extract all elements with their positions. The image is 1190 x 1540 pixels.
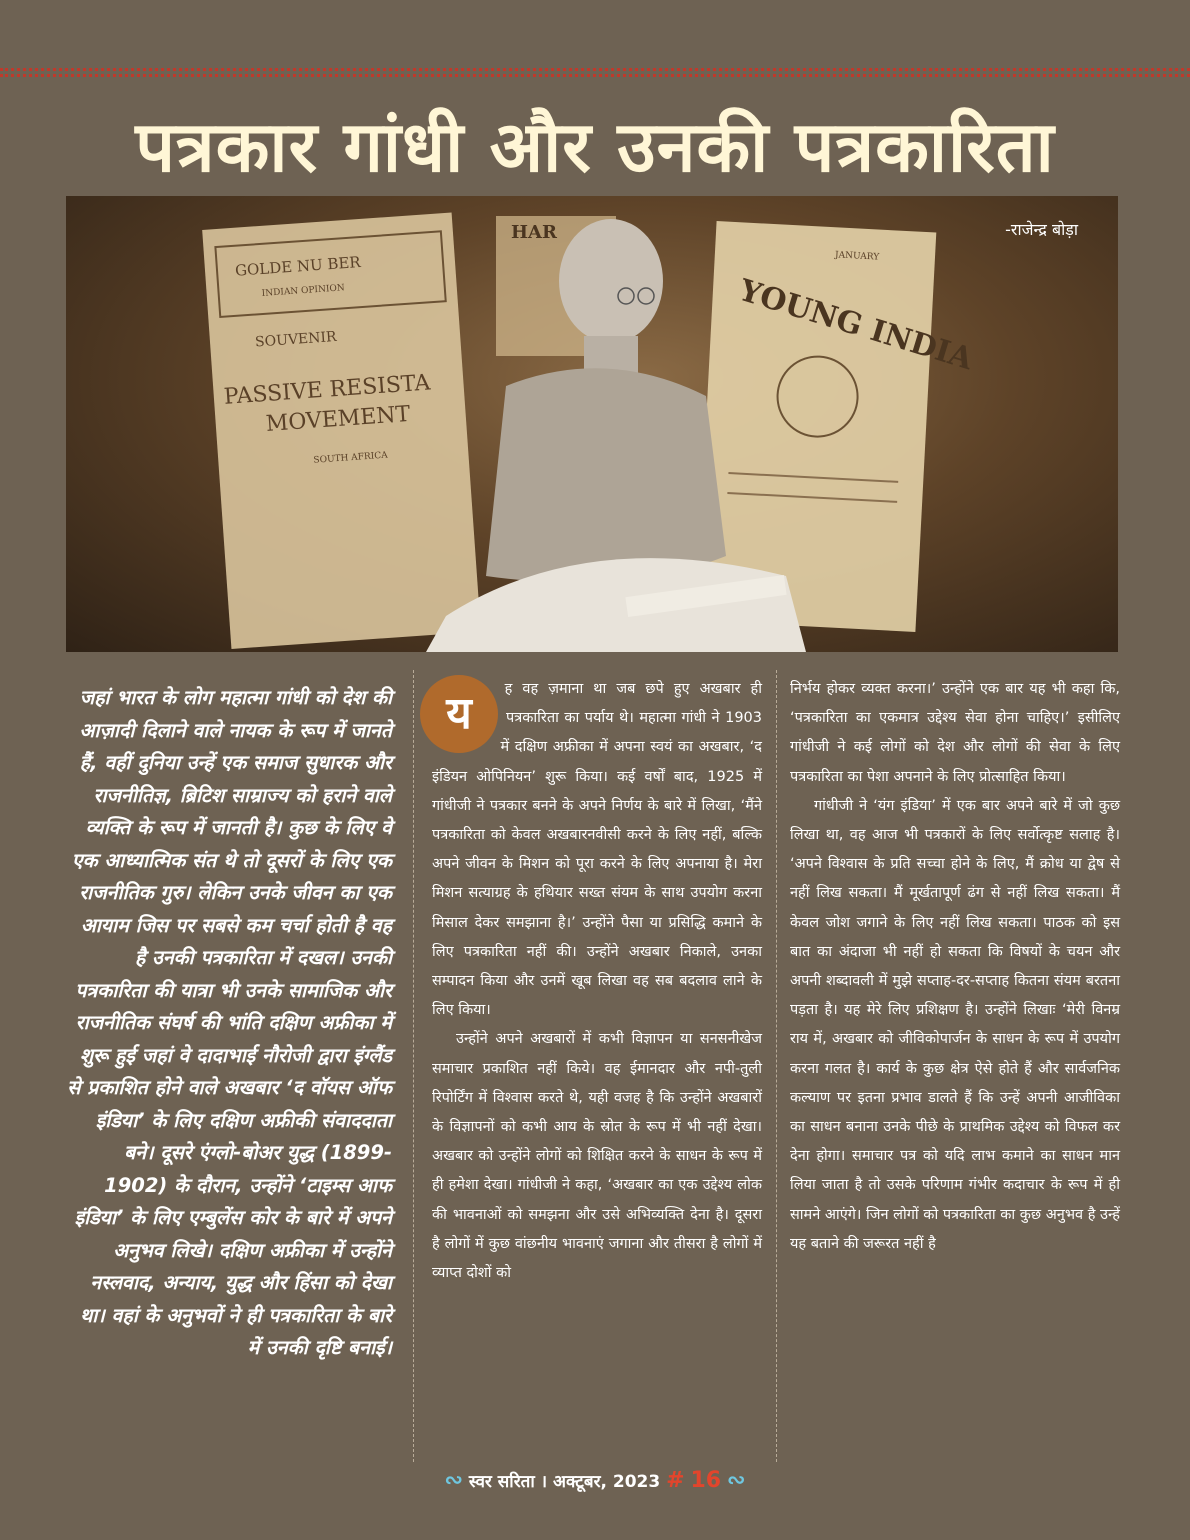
column-3-paragraph-1: निर्भय होकर व्यक्त करना।’ उन्होंने एक बार यह भी कहा कि, ‘पत्रकारिता का एकमात्र उद्देश्य सेवा होना चाहिए।’ इसीलिए गांधीजी ने कई लोगों को देश और लोगों की सेवा के लिए पत्रकारिता का पेशा अपनाने के लिए प्रोत्साहित किया। bbox=[790, 681, 1120, 785]
newspaper-left bbox=[202, 213, 481, 649]
byline: -राजेन्द्र बोड़ा bbox=[1005, 220, 1078, 239]
paper-right-date: JANUARY bbox=[834, 250, 880, 263]
drop-cap: य bbox=[420, 675, 498, 753]
paper-left-line-1: GOLDE NU BER bbox=[234, 253, 362, 280]
footer-separator: । bbox=[540, 1472, 548, 1492]
footer-magazine-name: स्वर सरिता bbox=[468, 1472, 535, 1492]
paper-right-title: YOUNG INDIA bbox=[735, 272, 977, 378]
hero-image bbox=[66, 196, 1118, 652]
article-column-3 bbox=[790, 675, 1120, 1259]
column-divider-1 bbox=[413, 670, 414, 1462]
hero-illustration bbox=[66, 196, 1118, 652]
page-footer bbox=[0, 1468, 1190, 1493]
page-number: 16 bbox=[690, 1468, 722, 1493]
paper-left-line-3: SOUVENIR bbox=[254, 328, 338, 351]
paper-left-line-4: PASSIVE RESISTA bbox=[223, 370, 432, 410]
paper-left-line-5: MOVEMENT bbox=[265, 401, 412, 437]
top-dotted-rule-2 bbox=[0, 74, 1190, 77]
top-dotted-rule bbox=[0, 68, 1190, 71]
column-2-paragraph-1: ह वह ज़माना था जब छपे हुए अखबार ही पत्रकारिता का पर्याय थे। महात्मा गांधी ने 1903 में दक्षिण अफ्रीका में अपना स्वयं का अखबार, ‘द इंडियन ओपिनियन’ शुरू किया। कई वर्षों बाद, 1925 में गांधीजी ने पत्रकार बनने के अपने निर्णय के बारे में लिखा, ‘मैंने पत्रकारिता को केवल अखबारनवीसी करने के लिए नहीं, बल्कि अपने जीवन के मिशन को पूरा करने के लिए अपनाया है। मेरा मिशन सत्याग्रह के हथियार सख्त संयम के साथ उपयोग करना मिसाल देकर समझाना है।’ उन्होंने पैसा या प्रसिद्धि कमाने के लिए पत्रकारिता नहीं की। उन्होंने अखबार निकाले, उनका सम्पादन किया और उनमें खूब लिखा वह सब बदलाव लाने के लिए किया। bbox=[432, 681, 762, 1019]
column-divider-2 bbox=[776, 670, 777, 1462]
intro-text: जहां भारत के लोग महात्मा गांधी को देश की आज़ादी दिलाने वाले नायक के रूप में जानते हैं, वहीं दुनिया उन्हें एक समाज सुधारक और राजनीतिज्ञ, ब्रिटिश साम्राज्य को हराने वाले व्यक्ति के रूप में जानती है। कुछ के लिए वे एक आध्यात्मिक संत थे तो दूसरों के लिए एक राजनीतिक गुरु। लेकिन उनके जीवन का एक आयाम जिस पर सबसे कम चर्चा होती है वह है उनकी पत्रकारिता में दखल। उनकी पत्रकारिता की यात्रा भी उनके सामाजिक और राजनीतिक संघर्ष की भांति दक्षिण अफ्रीका में शुरू हुई जहां वे दादाभाई नौरोजी द्वारा इंग्लैंड से प्रकाशित होने वाले अखबार ‘द वॉयस ऑफ इंडिया’ के लिए दक्षिण अफ्रीकी संवाददाता बने। दूसरे एंग्लो-बोअर युद्ध (1899-1902) के दौरान, उन्होंने ‘टाइम्स आफ इंडिया’ के लिए एम्बुलेंस कोर के बारे में अपने अनुभव लिखे। दक्षिण अफ्रीका में उन्होंने नस्लवाद, अन्याय, युद्ध और हिंसा को देखा था। वहां के अनुभवों ने ही पत्रकारिता के बारे में उनकी दृष्टि बनाई। bbox=[67, 686, 392, 1359]
paper-center-title: HAR bbox=[511, 222, 557, 243]
page-title: पत्रकार गांधी और उनकी पत्रकारिता bbox=[135, 106, 1055, 188]
footer-left-ornament: ∾ bbox=[444, 1468, 463, 1493]
paper-left-line-2: INDIAN OPINION bbox=[261, 283, 346, 299]
footer-hash: # bbox=[666, 1468, 685, 1493]
footer-issue: अक्टूबर, 2023 bbox=[553, 1472, 661, 1492]
paper-left-line-6: SOUTH AFRICA bbox=[313, 450, 389, 466]
article-column-2 bbox=[432, 675, 762, 1288]
footer-right-ornament: ∾ bbox=[727, 1468, 746, 1493]
column-3-paragraph-2: गांधीजी ने ‘यंग इंडिया’ में एक बार अपने बारे में जो कुछ लिखा था, वह आज भी पत्रकारों के लिए सर्वोत्कृष्ट सलाह है। ‘अपने विश्वास के प्रति सच्चा होने के लिए, मैं क्रोध या द्वेष से नहीं लिख सकता। मैं मूर्खतापूर्ण ढंग से नहीं लिख सकता। मैं केवल जोश जगाने के लिए नहीं लिख सकता। पाठक को इस बात का अंदाजा भी नहीं हो सकता कि विषयों के चयन और अपनी शब्दावली में मुझे सप्ताह-दर-सप्ताह कितना संयम बरतना पड़ता है। यह मेरे लिए प्रशिक्षण है। उन्होंने लिखाः ‘मेरी विनम्र राय में, अखबार को जीविकोपार्जन के साधन के रूप में उपयोग करना गलत है। कार्य के कुछ क्षेत्र ऐसे होते हैं और सार्वजनिक कल्याण पर इतना प्रभाव डालते हैं कि उन्हें अपनी आजीविका का साधन बनाना उनके पीछे के प्राथमिक उद्देश्य को विफल कर देना होगा। समाचार पत्र को यदि लाभ कमाने का साधन मान लिया जाता है तो उसके परिणाम गंभीर कदाचार के रूप में ही सामने आएंगे। जिन लोगों को पत्रकारिता का कुछ अनुभव है उन्हें यह बताने की जरूरत नहीं है bbox=[790, 797, 1120, 1252]
column-2-paragraph-2: उन्होंने अपने अखबारों में कभी विज्ञापन या सनसनीखेज समाचार प्रकाशित नहीं किये। वह ईमानदार और नपी-तुली रिपोर्टिंग में विश्वास करते थे, यही वजह है कि उन्होंने अखबारों के विज्ञापनों को कभी आय के स्रोत के रूप में भी नहीं देखा। अखबार को उन्होंने लोगों को शिक्षित करने के साधन के रूप में ही हमेशा देखा। गांधीजी ने कहा, ‘अखबार का एक उद्देश्य लोक की भावनाओं को समझना और उसे अभिव्यक्ति देना है। दूसरा है लोगों में कुछ वांछनीय भावनाएं जगाना और तीसरा है लोगों में व्याप्त दोशों को bbox=[432, 1031, 762, 1282]
